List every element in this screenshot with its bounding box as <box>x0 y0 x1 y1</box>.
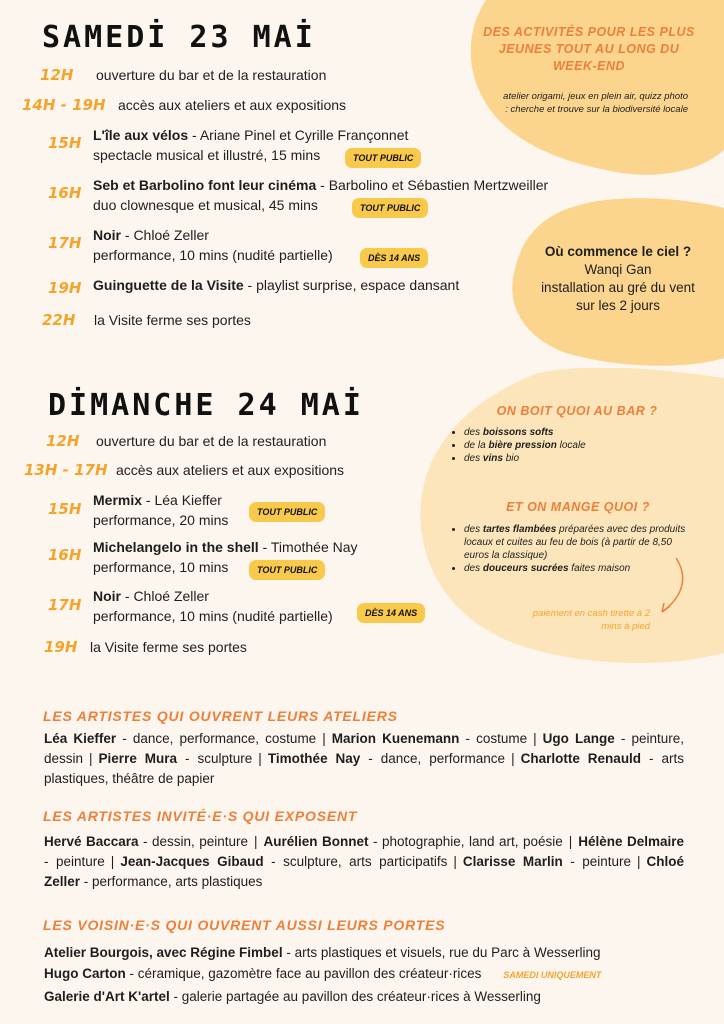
show-artist: - Chloé Zeller <box>121 588 209 604</box>
time: 12H <box>46 432 80 450</box>
artist-name: Léa Kieffer <box>44 731 117 746</box>
neighbor-entry: Atelier Bourgois, avec Régine Fimbel - arts plastiques et visuels, rue du Parc à Wesserling <box>44 945 601 960</box>
neighbor-entry: Hugo Carton - céramique, gazomètre face au pavillon des créateur·rices SAMEDI UNIQUEMENT <box>44 966 602 981</box>
time: 15H <box>48 500 82 518</box>
sky-artist: Wanqi Gan <box>584 262 652 277</box>
sunday-title: DİMANCHE 24 MAİ <box>48 388 364 423</box>
show-artist: - playlist surprise, espace dansant <box>243 277 460 293</box>
time: 12H <box>40 66 74 84</box>
saturday-title: SAMEDİ 23 MAİ <box>42 20 316 55</box>
show-desc: performance, 10 mins <box>93 559 229 575</box>
artist-name: Timothée Nay <box>267 751 361 766</box>
artist-name: Chloé Zeller <box>44 854 685 889</box>
time: 14H - 19H <box>22 96 106 114</box>
time: 16H <box>48 546 82 564</box>
show-artist: - Barbolino et Sébastien Mertzweiller <box>316 177 549 193</box>
bar-item: • des vins bio <box>464 452 692 465</box>
ateliers-title: LES ARTISTES QUI OUVRENT LEURS ATELIERS <box>43 708 398 724</box>
food-title: ET ON MANGE QUOI ? <box>506 500 650 514</box>
show-artist: - Timothée Nay <box>258 539 358 555</box>
food-item: • des tartes flambées préparées avec des produits locaux et cuites au feu de bois (à partir de 8,50 euros la classique) <box>464 523 690 562</box>
show-name: Mermix <box>93 492 143 508</box>
time: 19H <box>44 638 78 656</box>
time: 17H <box>48 234 82 252</box>
artist-name: Clarisse Marlin <box>462 854 563 869</box>
show-name: Noir <box>93 227 121 243</box>
show-desc: performance, 10 mins (nudité partielle) <box>93 247 333 263</box>
artist-name: Ugo Lange <box>542 731 615 746</box>
saturday-only-tag: SAMEDI UNIQUEMENT <box>503 970 602 980</box>
neighbor-entry: Galerie d'Art K'artel - galerie partagée au pavillon des créateur·rices à Wesserling <box>44 989 541 1004</box>
time: 13H - 17H <box>24 461 108 479</box>
invites-list: Hervé Baccara - dessin, peinture | Aurélien Bonnet - photographie, land art, poésie | Hélène Delmaire - peinture | Jean-Jacques Gibaud - sculpture, arts participatifs | Clarisse Marlin - peinture | Chloé Zeller - performance, arts plastiques <box>44 834 685 889</box>
audience-badge: TOUT PUBLIC <box>249 502 325 522</box>
item-text: ouverture du bar et de la restauration <box>96 67 327 83</box>
time: 17H <box>48 596 82 614</box>
voisins-title: LES VOISIN·E·S QUI OUVRENT AUSSI LEURS PORTES <box>43 917 446 933</box>
show-desc: performance, 10 mins (nudité partielle) <box>93 608 333 624</box>
show-artist: - Léa Kieffer <box>142 492 222 508</box>
item-text: ouverture du bar et de la restauration <box>96 433 327 449</box>
age-badge: DÈS 14 ANS <box>360 248 428 268</box>
sky-desc: installation au gré du vent sur les 2 jours <box>541 280 695 313</box>
age-badge: DÈS 14 ANS <box>357 603 425 623</box>
curved-arrow-icon <box>648 556 688 618</box>
item-text: accès aux ateliers et aux expositions <box>118 97 347 113</box>
voisins-list <box>44 942 601 1007</box>
kids-title: DES ACTIVITÉS POUR LES PLUS JEUNES TOUT AU LONG DU WEEK-END <box>483 25 695 73</box>
audience-badge: TOUT PUBLIC <box>345 148 421 168</box>
artist-name: Pierre Mura <box>98 751 178 766</box>
artist-name: Marion Kuenemann <box>331 731 460 746</box>
audience-badge: TOUT PUBLIC <box>352 198 428 218</box>
artist-name: Hervé Baccara <box>44 834 139 849</box>
artist-name: Charlotte Renauld <box>520 751 642 766</box>
show-desc: duo clownesque et musical, 45 mins <box>93 197 318 213</box>
kids-text: atelier origami, jeux en plein air, quizz photo : cherche et trouve sur la biodiversité locale <box>503 91 688 115</box>
time: 19H <box>48 279 82 297</box>
artist-name: Jean-Jacques Gibaud <box>120 854 264 869</box>
show-name: Noir <box>93 588 121 604</box>
item-text: la Visite ferme ses portes <box>94 312 251 328</box>
time: 16H <box>48 184 82 202</box>
item-text: accès aux ateliers et aux expositions <box>116 462 345 478</box>
show-name: L'île aux vélos <box>93 127 189 143</box>
bar-item: • des boissons softs <box>464 426 692 439</box>
bar-item: • de la bière pression locale <box>464 439 692 452</box>
show-name: Guinguette de la Visite <box>93 277 244 293</box>
time: 15H <box>48 134 82 152</box>
invites-title: LES ARTISTES INVITÉ·E·S QUI EXPOSENT <box>43 808 358 824</box>
show-artist: - Chloé Zeller <box>121 227 209 243</box>
show-name: Michelangelo in the shell <box>93 539 259 555</box>
artist-name: Aurélien Bonnet <box>263 834 369 849</box>
show-artist: - Ariane Pinel et Cyrille Françonnet <box>188 127 409 143</box>
audience-badge: TOUT PUBLIC <box>249 560 325 580</box>
show-desc: performance, 20 mins <box>93 512 229 528</box>
time: 22H <box>42 311 76 329</box>
sky-box <box>520 243 716 315</box>
payment-note: paiement en cash tirette à 2 mins à pied <box>532 608 650 632</box>
bar-list <box>452 426 692 465</box>
item-text: la Visite ferme ses portes <box>90 639 247 655</box>
ateliers-list: Léa Kieffer - dance, performance, costume | Marion Kuenemann - costume | Ugo Lange - peinture, dessin | Pierre Mura - sculpture | Timothée Nay - dance, performance | Charlotte Renauld - arts plastiques, théâtre de papier <box>44 731 685 786</box>
artist-name: Hélène Delmaire <box>578 834 685 849</box>
show-desc: spectacle musical et illustré, 15 mins <box>93 147 321 163</box>
bar-title: ON BOIT QUOI AU BAR ? <box>496 404 658 418</box>
show-name: Seb et Barbolino font leur cinéma <box>93 177 317 193</box>
sky-title: Où commence le ciel ? <box>544 244 692 259</box>
food-item: • des douceurs sucrées faites maison <box>464 562 690 575</box>
